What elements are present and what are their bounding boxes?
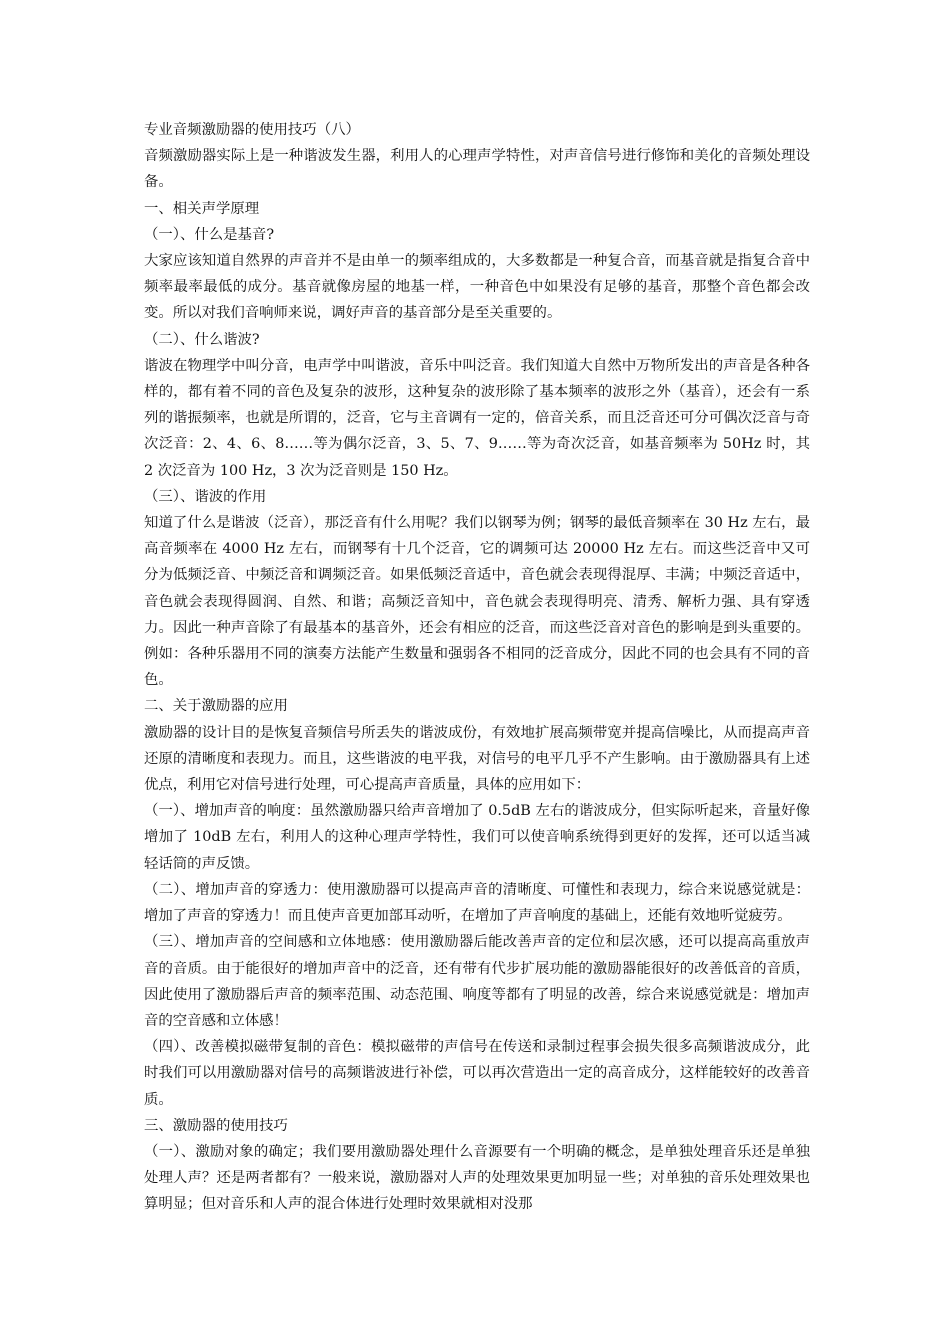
subsection-heading: （二）、什么谐波? (144, 331, 260, 348)
list-item: （三）、增加声音的空间感和立体地感：使用激励器后能改善声音的定位和层次感，还可以提高高重放声音的音质。由于能很好的增加声音中的泛音，还有带有代步扩展功能的激励器能很好的改善低音的音质，因此使用了激励器后声音的频率范围、动态范围、响度等都有了明显的改善，综合来说感觉就是：增加声音的空音感和立体感！ (144, 934, 810, 1029)
document-title: 专业音频激励器的使用技巧（八） (144, 122, 360, 138)
list-item: （一）、激励对象的确定；我们要用激励器处理什么音源要有一个明确的概念，是单独处理音乐还是单独处理人声？还是两者都有？一般来说，激励器对人声的处理效果更加明显一些；对单独的音乐处理效果也算明显；但对音乐和人声的混合体进行处理时效果就相对没那 (144, 1143, 810, 1213)
list-item: （四）、改善模拟磁带复制的音色：模拟磁带的声信号在传送和录制过程事会损失很多高频谐波成分，此时我们可以用激励器对信号的高频谐波进行补偿，可以再次营造出一定的高音成分，这样能较好的改善音质。 (144, 1039, 810, 1108)
section-heading: 一、相关声学原理 (144, 200, 260, 217)
paragraph: 知道了什么是谐波（泛音），那泛音有什么用呢？我们以钢琴为例；钢琴的最低音频率在 30 Hz 左右，最高音频率在 4000 Hz 左右，而钢琴有十几个泛音，它的调频可达 20000 Hz 左右。而这些泛音中又可分为低频泛音、中频泛音和调频泛音。如果低频泛音适中，音色就会表现得混厚、丰满；中频泛音适中，音色就会表现得圆润、自然、和谐；高频泛音知中，音色就会表现得明亮、清秀、解析力强、具有穿透力。因此一种声音除了有最基本的基音外，还会有相应的泛音，而这些泛音对音色的影响是到头重要的。例如：各种乐器用不同的演奏方法能产生数量和强弱各不相同的泛音成分，因此不同的也会具有不同的音色。 (144, 515, 810, 689)
section-heading: 三、激励器的使用技巧 (144, 1117, 288, 1134)
subsection-heading: （一）、什么是基音? (144, 226, 275, 243)
list-item: （一）、增加声音的响度：虽然激励器只给声音增加了 0.5dB 左右的谐波成分，但实际听起来，音量好像增加了 10dB 左右，利用人的这种心理声学特性，我们可以使音响系统得到更好的发挥，还可以适当减轻话筒的声反馈。 (144, 803, 810, 872)
document-page (144, 117, 810, 1218)
section-heading: 二、关于激励器的应用 (144, 698, 288, 715)
intro-paragraph: 音频激励器实际上是一种谐波发生器，利用人的心理声学特性，对声音信号进行修饰和美化的音频处理设备。 (144, 148, 810, 191)
subsection-heading: （三）、谐波的作用 (144, 488, 267, 505)
list-item: （二）、增加声音的穿透力：使用激励器可以提高声音的清晰度、可懂性和表现力，综合来说感觉就是：增加了声音的穿透力！而且使声音更加部耳动听，在增加了声音响度的基础上，还能有效地听觉疲劳。 (144, 881, 810, 925)
paragraph: 谐波在物理学中叫分音，电声学中叫谐波，音乐中叫泛音。我们知道大自然中万物所发出的声音是各种各样的，都有着不同的音色及复杂的波形，这种复杂的波形除了基本频率的波形之外（基音），还会有一系列的谐振频率，也就是所谓的，泛音，它与主音调有一定的，倍音关系，而且泛音还可分可偶次泛音与奇次泛音：2、4、6、8……等为偶尔泛音，3、5、7、9……等为奇次泛音，如基音频率为 50Hz 时，其 2 次泛音为 100 Hz，3 次为泛音则是 150 Hz。 (144, 357, 810, 479)
paragraph: 大家应该知道自然界的声音并不是由单一的频率组成的，大多数都是一种复合音，而基音就是指复合音中频率最率最低的成分。基音就像房屋的地基一样，一种音色中如果没有足够的基音，那整个音色都会改变。所以对我们音响师来说，调好声音的基音部分是至关重要的。 (144, 253, 810, 322)
paragraph: 激励器的设计目的是恢复音频信号所丢失的谐波成份，有效地扩展高频带宽并提高信噪比，从而提高声音还原的清晰度和表现力。而且，这些谐波的电平我，对信号的电平几乎不产生影响。由于激励器具有上述优点，利用它对信号进行处理，可心提高声音质量，具体的应用如下： (144, 724, 810, 794)
